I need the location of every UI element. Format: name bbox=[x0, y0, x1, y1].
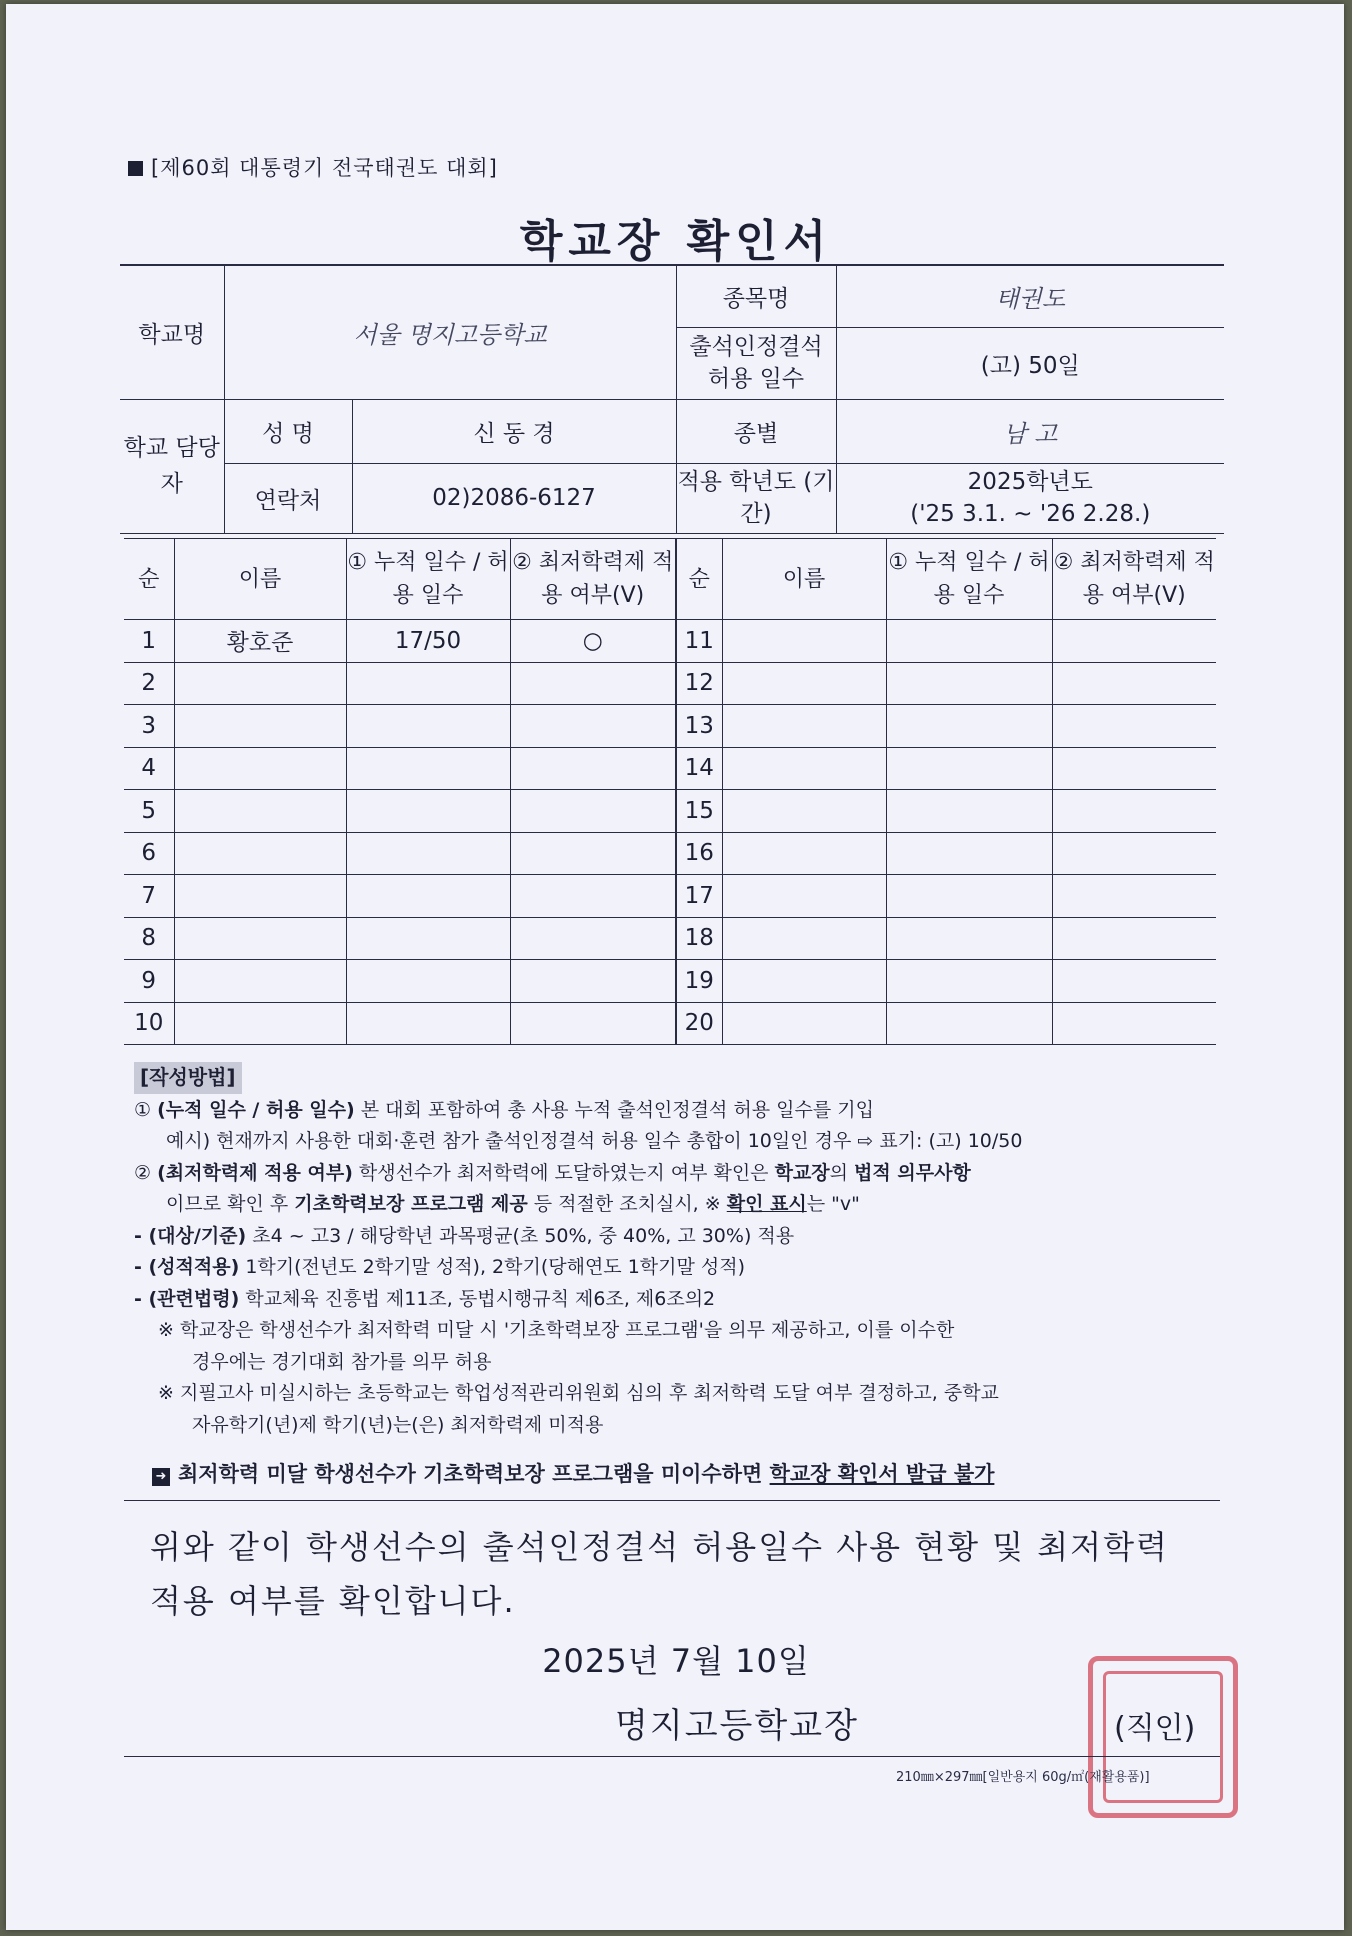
allowed-days-value: (고) 50일 bbox=[836, 327, 1224, 399]
instruction-line: 경우에는 경기대회 참가를 의무 허용 bbox=[192, 1350, 492, 1373]
row-days bbox=[346, 875, 510, 918]
col-min: ② 최저학력제 적용 여부(V) bbox=[510, 539, 676, 620]
instruction-line: 이므로 확인 후 기초학력보장 프로그램 제공 등 적절한 조치실시, ※ 확인 표시는 "v" bbox=[166, 1193, 860, 1215]
phone-value: 02)2086-6127 bbox=[352, 463, 676, 533]
row-days-right bbox=[886, 705, 1052, 748]
col-no: 순 bbox=[124, 539, 174, 620]
table-row bbox=[124, 960, 1216, 1003]
phone-label: 연락처 bbox=[224, 463, 352, 533]
row-no-right: 16 bbox=[676, 832, 722, 875]
row-days-right bbox=[886, 832, 1052, 875]
table-row bbox=[124, 747, 1216, 790]
row-name bbox=[174, 662, 346, 705]
gender-label: 종별 bbox=[676, 399, 836, 463]
name-label: 성 명 bbox=[224, 399, 352, 463]
final-note-underlined: 학교장 확인서 발급 불가 bbox=[769, 1462, 995, 1486]
row-days bbox=[346, 960, 510, 1003]
event-title: [제60회 대통령기 전국태권도 대회] bbox=[151, 156, 498, 180]
row-name-right bbox=[722, 790, 886, 833]
row-days bbox=[346, 1002, 510, 1045]
row-min bbox=[510, 875, 676, 918]
square-bullet-icon bbox=[128, 161, 143, 176]
instruction-line: ② (최저학력제 적용 여부) 학생선수가 최저학력에 도달하였는지 여부 확인은 학교장의 법적 의무사항 bbox=[134, 1161, 971, 1184]
divider bbox=[124, 1500, 1220, 1501]
row-min-right bbox=[1052, 832, 1216, 875]
row-name bbox=[174, 790, 346, 833]
instruction-line: ※ 지필고사 미실시하는 초등학교는 학업성적관리위원회 심의 후 최저학력 도달 여부 결정하고, 중학교 bbox=[158, 1382, 999, 1404]
info-table bbox=[120, 264, 1224, 534]
row-days-right bbox=[886, 917, 1052, 960]
col-min-right: ② 최저학력제 적용 여부(V) bbox=[1052, 539, 1216, 620]
year-cell bbox=[836, 463, 1224, 533]
row-name-right bbox=[722, 917, 886, 960]
instruction-line: - (대상/기준) 초4 ~ 고3 / 해당학년 과목평균(초 50%, 중 40%, 고 30%) 적용 bbox=[134, 1224, 795, 1247]
row-no: 2 bbox=[124, 662, 174, 705]
row-no-right: 14 bbox=[676, 747, 722, 790]
row-no: 10 bbox=[124, 1002, 174, 1045]
row-days: 17/50 bbox=[346, 620, 510, 663]
instruction-line: 자유학기(년)제 학기(년)는(은) 최저학력제 미적용 bbox=[192, 1413, 604, 1436]
col-name: 이름 bbox=[174, 539, 346, 620]
row-min-right bbox=[1052, 662, 1216, 705]
row-min bbox=[510, 790, 676, 833]
statement-line: 위와 같이 학생선수의 출석인정결석 허용일수 사용 현황 및 최저학력 bbox=[150, 1528, 1169, 1566]
row-name-right bbox=[722, 747, 886, 790]
statement-line: 적용 여부를 확인합니다. bbox=[150, 1582, 516, 1620]
row-no-right: 15 bbox=[676, 790, 722, 833]
row-days-right bbox=[886, 1002, 1052, 1045]
instruction-line: - (성적적용) 1학기(전년도 2학기말 성적), 2학기(당해연도 1학기말 성적) bbox=[134, 1256, 746, 1278]
row-name-right bbox=[722, 875, 886, 918]
row-min-right bbox=[1052, 917, 1216, 960]
row-days bbox=[346, 832, 510, 875]
contact-label: 학교 담당자 bbox=[120, 399, 224, 533]
row-name-right bbox=[722, 960, 886, 1003]
row-name bbox=[174, 747, 346, 790]
table-row bbox=[124, 620, 1216, 663]
row-no-right: 19 bbox=[676, 960, 722, 1003]
instructions bbox=[134, 1062, 1214, 1441]
table-row bbox=[124, 1002, 1216, 1045]
row-no: 5 bbox=[124, 790, 174, 833]
row-days-right bbox=[886, 875, 1052, 918]
row-min-right bbox=[1052, 790, 1216, 833]
row-days-right bbox=[886, 662, 1052, 705]
principal-name: 명지고등학교장 bbox=[615, 1706, 859, 1746]
seal-label: (직인) bbox=[1114, 1711, 1196, 1746]
arrow-box-icon: ➜ bbox=[152, 1468, 170, 1486]
row-no-right: 13 bbox=[676, 705, 722, 748]
row-min-right bbox=[1052, 1002, 1216, 1045]
row-no: 7 bbox=[124, 875, 174, 918]
instructions-label: [작성방법] bbox=[134, 1062, 242, 1094]
table-row bbox=[124, 832, 1216, 875]
year-value: 2025학년도 bbox=[967, 469, 1093, 495]
table-row bbox=[124, 705, 1216, 748]
row-min: ○ bbox=[510, 620, 676, 663]
year-label: 적용 학년도 (기간) bbox=[676, 463, 836, 533]
row-name-right bbox=[722, 620, 886, 663]
row-days-right bbox=[886, 960, 1052, 1003]
row-no-right: 18 bbox=[676, 917, 722, 960]
sport-label: 종목명 bbox=[676, 265, 836, 327]
row-no-right: 12 bbox=[676, 662, 722, 705]
col-days: ① 누적 일수 / 허용 일수 bbox=[346, 539, 510, 620]
row-days bbox=[346, 662, 510, 705]
instruction-line: ※ 학교장은 학생선수가 최저학력 미달 시 '기초학력보장 프로그램'을 의무 제공하고, 이를 이수한 bbox=[158, 1319, 955, 1341]
school-label: 학교명 bbox=[120, 265, 224, 399]
row-no: 1 bbox=[124, 620, 174, 663]
row-no: 4 bbox=[124, 747, 174, 790]
row-min-right bbox=[1052, 620, 1216, 663]
row-days bbox=[346, 917, 510, 960]
instruction-line: - (관련법령) 학교체육 진흥법 제11조, 동법시행규칙 제6조, 제6조의2 bbox=[134, 1287, 716, 1310]
row-days-right bbox=[886, 747, 1052, 790]
final-note bbox=[152, 1458, 994, 1488]
allowed-days-label: 출석인정결석 허용 일수 bbox=[676, 327, 836, 399]
row-no-right: 11 bbox=[676, 620, 722, 663]
row-name bbox=[174, 875, 346, 918]
row-days bbox=[346, 747, 510, 790]
divider bbox=[124, 1756, 1220, 1757]
instruction-line: ① (누적 일수 / 허용 일수) 본 대회 포함하여 총 사용 누적 출석인정결석 허용 일수를 기입 bbox=[134, 1098, 874, 1121]
instruction-line: 예시) 현재까지 사용한 대회·훈련 참가 출석인정결석 허용 일수 총합이 10일인 경우 ⇨ 표기: (고) 10/50 bbox=[166, 1130, 1023, 1152]
row-no-right: 20 bbox=[676, 1002, 722, 1045]
row-min bbox=[510, 960, 676, 1003]
period-value: ('25 3.1. ~ '26 2.28.) bbox=[910, 501, 1151, 527]
row-name bbox=[174, 917, 346, 960]
row-days bbox=[346, 790, 510, 833]
row-name-right bbox=[722, 832, 886, 875]
name-value: 신 동 경 bbox=[352, 399, 676, 463]
row-name bbox=[174, 1002, 346, 1045]
row-name-right bbox=[722, 705, 886, 748]
table-row bbox=[124, 662, 1216, 705]
sport-value: 태권도 bbox=[836, 265, 1224, 327]
final-note-text: 최저학력 미달 학생선수가 기초학력보장 프로그램을 미이수하면 bbox=[178, 1462, 770, 1486]
row-days bbox=[346, 705, 510, 748]
table-row bbox=[124, 790, 1216, 833]
row-min bbox=[510, 705, 676, 748]
school-value: 서울 명지고등학교 bbox=[224, 265, 676, 399]
col-no-right: 순 bbox=[676, 539, 722, 620]
row-days-right bbox=[886, 790, 1052, 833]
row-min-right bbox=[1052, 960, 1216, 1003]
row-min bbox=[510, 747, 676, 790]
row-name bbox=[174, 705, 346, 748]
row-min bbox=[510, 1002, 676, 1045]
row-no: 3 bbox=[124, 705, 174, 748]
row-no-right: 17 bbox=[676, 875, 722, 918]
row-no: 8 bbox=[124, 917, 174, 960]
row-min bbox=[510, 832, 676, 875]
col-days-right: ① 누적 일수 / 허용 일수 bbox=[886, 539, 1052, 620]
gender-value: 남 고 bbox=[836, 399, 1224, 463]
table-row bbox=[124, 917, 1216, 960]
row-min-right bbox=[1052, 705, 1216, 748]
row-name-right bbox=[722, 1002, 886, 1045]
document-title: 학교장 확인서 bbox=[519, 216, 833, 267]
table-row bbox=[124, 875, 1216, 918]
row-name: 황호준 bbox=[174, 620, 346, 663]
row-min-right bbox=[1052, 875, 1216, 918]
row-min bbox=[510, 917, 676, 960]
issue-date: 2025년 7월 10일 bbox=[542, 1642, 810, 1680]
row-name bbox=[174, 832, 346, 875]
row-days-right bbox=[886, 620, 1052, 663]
row-no: 6 bbox=[124, 832, 174, 875]
col-name-right: 이름 bbox=[722, 539, 886, 620]
roster-table bbox=[124, 538, 1216, 1045]
row-min bbox=[510, 662, 676, 705]
row-min-right bbox=[1052, 747, 1216, 790]
event-header bbox=[128, 152, 498, 182]
roster-header-row bbox=[124, 539, 1216, 620]
row-name-right bbox=[722, 662, 886, 705]
paper-spec-footer: 210㎜×297㎜[일반용지 60g/㎡(재활용품)] bbox=[896, 1770, 1150, 1785]
row-name bbox=[174, 960, 346, 1003]
confirmation-statement bbox=[150, 1520, 1210, 1628]
row-no: 9 bbox=[124, 960, 174, 1003]
